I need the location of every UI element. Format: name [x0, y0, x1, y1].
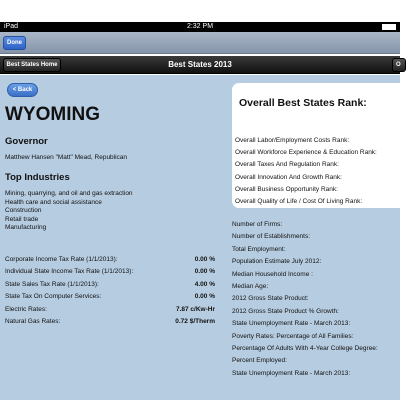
stats-list	[232, 219, 378, 380]
rank-item: Overall Taxes And Regulation Rank:	[235, 161, 339, 169]
tax-value: 4.00 %	[194, 280, 215, 288]
stat-item: Number of Firms:	[232, 221, 283, 228]
governor-heading: Governor	[5, 136, 48, 147]
clock: 2:32 PM	[186, 23, 214, 30]
best-states-home-button[interactable]: Best States Home	[3, 58, 61, 72]
state-detail-panel	[0, 75, 400, 400]
rank-item: Overall Workforce Experience & Education Rank:	[235, 149, 377, 157]
stat-item: Median Age:	[232, 283, 269, 291]
battery-icon	[382, 24, 396, 30]
tax-row	[5, 266, 215, 279]
tax-label: State Tax On Computer Services:	[5, 293, 102, 301]
tax-label: Corporate Income Tax Rate (1/1/2013):	[5, 255, 118, 263]
rank-item: Overall Innovation And Growth Rank:	[235, 173, 342, 181]
stat-item: 2012 Gross State Product:	[232, 295, 309, 303]
device-label: iPad	[4, 23, 19, 30]
tax-row	[5, 316, 215, 329]
tax-row	[5, 303, 215, 316]
rank-item: Overall Business Opportunity Rank:	[235, 185, 338, 193]
stat-item: Number of Establishments:	[232, 233, 311, 241]
rank-item: Overall Quality of Life / Cost Of Living Rank:	[235, 198, 363, 206]
tax-table	[5, 253, 215, 328]
stat-item: Population Estimate July 2012:	[232, 258, 322, 266]
rank-item: Overall Labor/Employment Costs Rank:	[235, 137, 350, 144]
tax-row	[5, 253, 215, 266]
top-industries-heading: Top Industries	[5, 172, 70, 183]
industry-item: Retail trade	[5, 215, 39, 223]
nav-bar	[0, 56, 400, 74]
tax-row	[5, 278, 215, 291]
stat-item: 2012 Gross State Product % Growth:	[232, 307, 339, 315]
stat-item: Percentage Of Adults With 4-Year College Degree:	[232, 345, 378, 353]
tax-value: 0.72 $/Therm	[175, 318, 215, 326]
tax-label: Electric Rates:	[5, 305, 47, 313]
stat-item: Total Employment:	[232, 245, 286, 253]
tax-value: 0.00 %	[194, 255, 215, 263]
rank-card	[232, 83, 400, 208]
industry-item: Health care and social assistance	[5, 198, 102, 206]
tax-value: 0.00 %	[194, 268, 215, 276]
stat-item: Median Household Income :	[232, 270, 313, 278]
industry-item: Manufacturing	[5, 224, 47, 231]
status-bar	[0, 22, 400, 32]
industry-item: Mining, quarrying, and oil and gas extraction	[5, 190, 133, 197]
nav-right-button[interactable]: O	[392, 58, 406, 72]
stat-item: Poverty Rates: Percentage of All Families:	[232, 332, 354, 340]
tax-label: Individual State Income Tax Rate (1/1/2013):	[5, 268, 134, 276]
industries-list	[5, 190, 133, 233]
done-button[interactable]: Done	[3, 36, 26, 50]
stat-item: Percent Employed:	[232, 357, 287, 365]
tax-value: 0.00 %	[194, 293, 215, 301]
industry-item: Construction	[5, 207, 42, 214]
app-toolbar	[0, 32, 400, 54]
page-title: Best States 2013	[168, 60, 232, 69]
tax-row	[5, 291, 215, 304]
governor-name: Matthew Hansen "Matt" Mead, Republican	[5, 154, 128, 161]
tax-value: 7.87 c/Kw-Hr	[175, 305, 215, 313]
overall-rank-title: Overall Best States Rank:	[239, 97, 367, 109]
tax-label: Natural Gas Rates:	[5, 318, 61, 326]
stat-item: State Unemployment Rate - March 2013:	[232, 369, 351, 377]
rank-list	[235, 135, 377, 208]
back-button[interactable]: < Back	[7, 83, 38, 97]
state-name: WYOMING	[5, 104, 100, 125]
stat-item: State Unemployment Rate - March 2013:	[232, 320, 351, 328]
tax-label: State Sales Tax Rate (1/1/2013):	[5, 280, 99, 288]
